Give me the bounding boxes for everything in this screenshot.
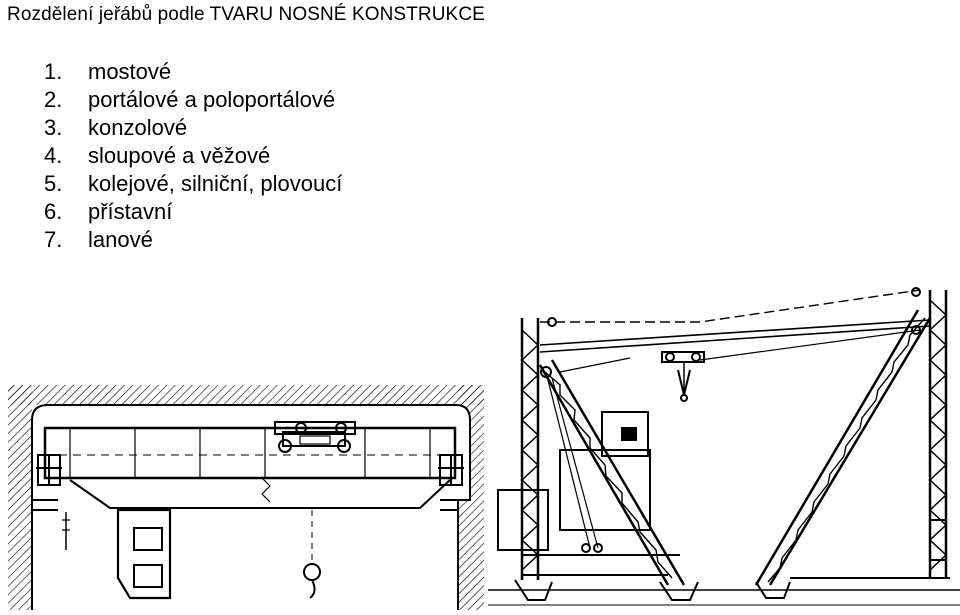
list-item: 6. přístavní <box>44 199 173 224</box>
list-item: 7. lanové <box>44 227 153 252</box>
bridge-crane-drawing <box>8 385 484 610</box>
slide-title: Rozdělení jeřábů podle TVARU NOSNÉ KONSTRUKCE <box>7 4 485 25</box>
list-item: 5. kolejové, silniční, plovoucí <box>44 171 343 196</box>
list-item: 3. konzolové <box>44 115 188 140</box>
list-item: 4. sloupové a věžové <box>44 143 271 168</box>
list-item: 1. mostové <box>44 59 172 84</box>
list-item: 2. portálové a poloportálové <box>44 87 336 112</box>
gantry-crane-drawing <box>488 288 960 605</box>
